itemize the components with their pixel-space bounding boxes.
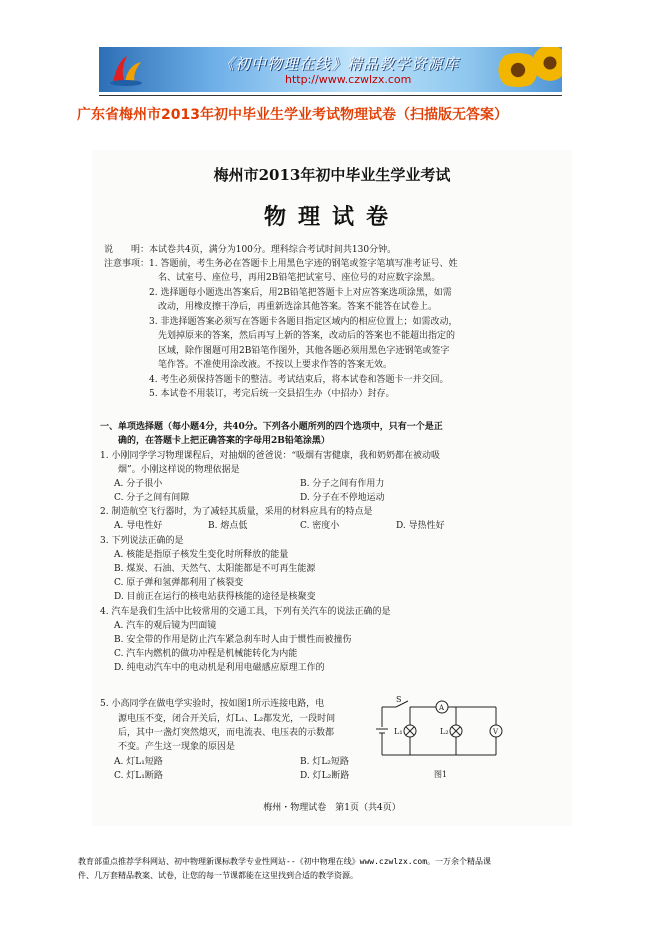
option: A. 导电性好 bbox=[114, 521, 163, 531]
document-title: 广东省梅州市2013年初中毕业生学业考试物理试卷（扫描版无答案） bbox=[77, 107, 508, 123]
option: D. 纯电动汽车中的电动机是利用电磁感应原理工作的 bbox=[114, 663, 325, 673]
ammeter-label: A bbox=[439, 704, 445, 712]
instructions-line: 注意事项：1. 答题前，考生务必在答题卡上用黑色字迹的钢笔或签字笔填写准考证号、姓 bbox=[104, 259, 458, 269]
option: A. 分子很小 bbox=[114, 479, 163, 489]
option: B. 煤炭、石油、天然气、太阳能都是不可再生能源 bbox=[114, 564, 316, 574]
option: B. 安全带的作用是防止汽车紧急刹车时人由于惯性而被撞伤 bbox=[114, 635, 352, 645]
instructions-line: 区域，除作图题可用2B铅笔作图外，其他各题必须用黑色字迹钢笔或签字 bbox=[104, 346, 450, 356]
question-1: 1. 小刚同学学习物理课程后，对抽烟的爸爸说：“吸烟有害健康，我和奶奶都在被动吸 bbox=[100, 451, 441, 461]
scanned-exam-page bbox=[92, 150, 572, 826]
exam-subject: 物理试卷 bbox=[263, 204, 400, 230]
header-rule bbox=[99, 95, 562, 96]
option: D. 目前正在运行的核电站获得核能的途径是核聚变 bbox=[114, 592, 316, 602]
banner-url[interactable]: http://www.czwlzx.com bbox=[285, 73, 412, 86]
instructions-line: 3. 非选择题答案必须写在答题卡各题目指定区域内的相应位置上；如需改动， bbox=[104, 317, 458, 327]
switch-label: S bbox=[396, 695, 402, 704]
instructions-line: 名、试室号、座位号，再用2B铅笔把试室号、座位号的对应数字涂黑。 bbox=[104, 273, 441, 283]
question-5: 不变。产生这一现象的原因是 bbox=[100, 742, 236, 752]
promo-line: 件、几万套精品教案、试卷，让您的每一节课都能在这里找到合适的教学资源。 bbox=[78, 871, 358, 880]
instructions-line: 说 明：本试卷共4页，满分为100分。理科综合考试时间共130分钟。 bbox=[104, 245, 397, 255]
site-promo-note bbox=[78, 855, 598, 883]
option: A. 灯L₁短路 bbox=[114, 757, 163, 767]
lamp1-label: L₁ bbox=[394, 727, 403, 736]
option: D. 导热性好 bbox=[396, 521, 445, 531]
option: B. 灯L₂短路 bbox=[300, 757, 349, 767]
voltmeter-label: V bbox=[493, 728, 499, 736]
instructions-line: 笔作答。不准使用涂改液。不按以上要求作答的答案无效。 bbox=[104, 360, 393, 370]
header-banner bbox=[99, 47, 562, 92]
exam-page-footer: 梅州・物理试卷 第1页（共4页） bbox=[263, 803, 401, 813]
option: C. 分子之间有间隙 bbox=[114, 493, 190, 503]
instructions-line: 2. 选择题每小题选出答案后，用2B铅笔把答题卡上对应答案选项涂黑，如需 bbox=[104, 288, 452, 298]
circuit-diagram bbox=[374, 695, 504, 785]
option: C. 密度小 bbox=[300, 521, 340, 531]
option: B. 分子之间有作用力 bbox=[300, 479, 385, 489]
question-5: 源电压不变，闭合开关后，灯L₁、L₂都发光，一段时间 bbox=[100, 714, 336, 724]
question-2: 2. 制造航空飞行器时，为了减轻其质量，采用的材料应具有的特点是 bbox=[100, 507, 373, 517]
option: D. 分子在不停地运动 bbox=[300, 493, 385, 503]
question-3: 3. 下列说法正确的是 bbox=[100, 536, 184, 546]
exam-title: 梅州市2013年初中毕业生学业考试 bbox=[213, 166, 451, 184]
promo-line: 教育部重点推荐学科网站、初中物理新课标教学专业性网站--《初中物理在线》www.czwlzx.com。一万余个精品课 bbox=[78, 857, 492, 866]
question-4: 4. 汽车是我们生活中比较常用的交通工具，下列有关汽车的说法正确的是 bbox=[100, 607, 391, 617]
option: C. 灯L₁断路 bbox=[114, 771, 163, 781]
option: A. 汽车的观后镜为凹面镜 bbox=[114, 621, 217, 631]
instructions-line: 4. 考生必须保持答题卡的整洁。考试结束后，将本试卷和答题卡一并交回。 bbox=[104, 375, 449, 385]
option: C. 原子弹和氢弹都利用了核裂变 bbox=[114, 578, 244, 588]
banner-title: 《初中物理在线》精品教学资源库 bbox=[219, 55, 460, 73]
option: D. 灯L₂断路 bbox=[300, 771, 350, 781]
option: B. 熔点低 bbox=[208, 521, 248, 531]
instructions-line: 先划掉原来的答案，然后再写上新的答案，改动后的答案也不能超出指定的 bbox=[104, 331, 456, 341]
option: A. 核能是指原子核发生变化时所释放的能量 bbox=[114, 550, 289, 560]
figure-caption: 图1 bbox=[434, 770, 448, 779]
section-heading: 一、单项选择题（每小题4分，共40分。下列各小题所列的四个选项中，只有一个是正 bbox=[100, 422, 443, 432]
option: C. 汽车内燃机的做功冲程是机械能转化为内能 bbox=[114, 649, 298, 659]
instructions-line: 改动，用橡皮擦干净后，再重新选涂其他答案。答案不能答在试卷上。 bbox=[104, 302, 438, 312]
question-5: 5. 小高同学在做电学实验时，按如图1所示连接电路，电 bbox=[100, 699, 325, 709]
site-logo-icon bbox=[107, 52, 145, 88]
lamp2-label: L₂ bbox=[440, 727, 449, 736]
question-5: 后，其中一盏灯突然熄灭，而电流表、电压表的示数都 bbox=[100, 728, 335, 738]
question-1: 烟”。小刚这样说的物理依据是 bbox=[100, 465, 240, 475]
instructions-line: 5. 本试卷不用装订，考完后统一交县招生办（中招办）封存。 bbox=[104, 389, 395, 399]
section-heading: 确的，在答题卡上把正确答案的字母用2B铅笔涂黑） bbox=[100, 436, 330, 446]
